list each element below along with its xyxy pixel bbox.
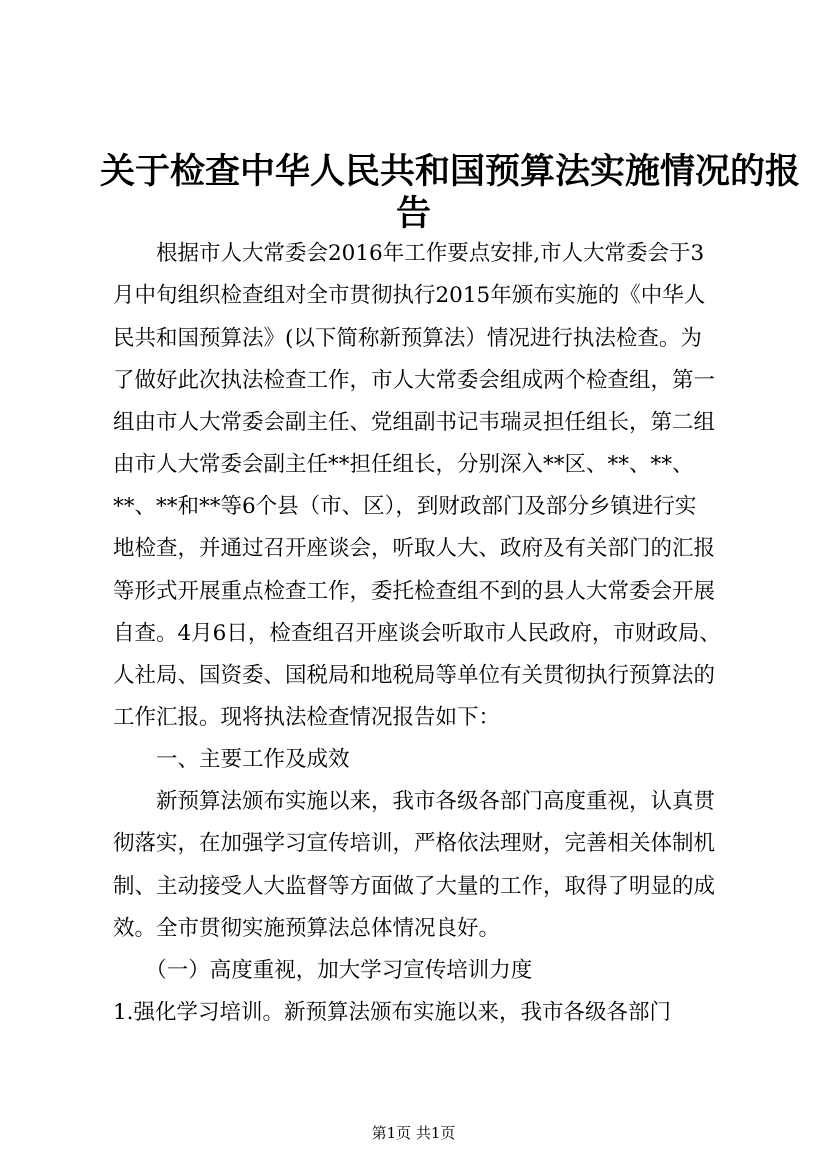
section-heading: 一、主要工作及成效 xyxy=(113,747,350,772)
body-line: 人社局、国资委、国税局和地税局等单位有关贯彻执行预算法的 xyxy=(113,663,716,688)
body-line: 根据市人大常委会2016年工作要点安排,市人大常委会于3 xyxy=(113,241,705,266)
body-line: 工作汇报。现将执法检查情况报告如下： xyxy=(113,705,501,730)
body-line: 组由市人大常委会副主任、党组副书记韦瑞灵担任组长，第二组 xyxy=(113,410,716,435)
body-line: 自查。4月6日，检查组召开座谈会听取市人民政府，市财政局、 xyxy=(113,621,721,646)
body-line: 新预算法颁布实施以来，我市各级各部门高度重视，认真贯 xyxy=(113,789,716,814)
body-line: 由市人大常委会副主任**担任组长，分别深入**区、**、**、 xyxy=(113,452,694,477)
subsection-heading: （一）高度重视，加大学习宣传培训力度 xyxy=(113,958,533,983)
body-line: 了做好此次执法检查工作，市人大常委会组成两个检查组，第一 xyxy=(113,368,716,393)
body-line: 1.强化学习培训。新预算法颁布实施以来，我市各级各部门 xyxy=(113,1000,672,1025)
body-line: **、**和**等6个县（市、区），到财政部门及部分乡镇进行实 xyxy=(113,494,697,519)
body-line: 制、主动接受人大监督等方面做了大量的工作，取得了明显的成 xyxy=(113,874,716,899)
body-line: 效。全市贯彻实施预算法总体情况良好。 xyxy=(113,916,501,941)
page-footer: 第1页 共1页 xyxy=(371,1124,456,1142)
title-line-1: 关于检查中华人民共和国预算法实施情况的报 xyxy=(100,151,801,192)
body-line: 民共和国预算法》(以下简称新预算法）情况进行执法检查。为 xyxy=(113,326,702,351)
body-line: 地检查，并通过召开座谈会，听取人大、政府及有关部门的汇报 xyxy=(113,536,716,561)
title-line-2: 告 xyxy=(395,193,431,234)
body-line: 等形式开展重点检查工作，委托检查组不到的县人大常委会开展 xyxy=(113,579,716,604)
body-line: 彻落实，在加强学习宣传培训，严格依法理财，完善相关体制机 xyxy=(113,831,716,856)
body-line: 月中旬组织检查组对全市贯彻执行2015年颁布实施的《中华人 xyxy=(113,283,706,308)
